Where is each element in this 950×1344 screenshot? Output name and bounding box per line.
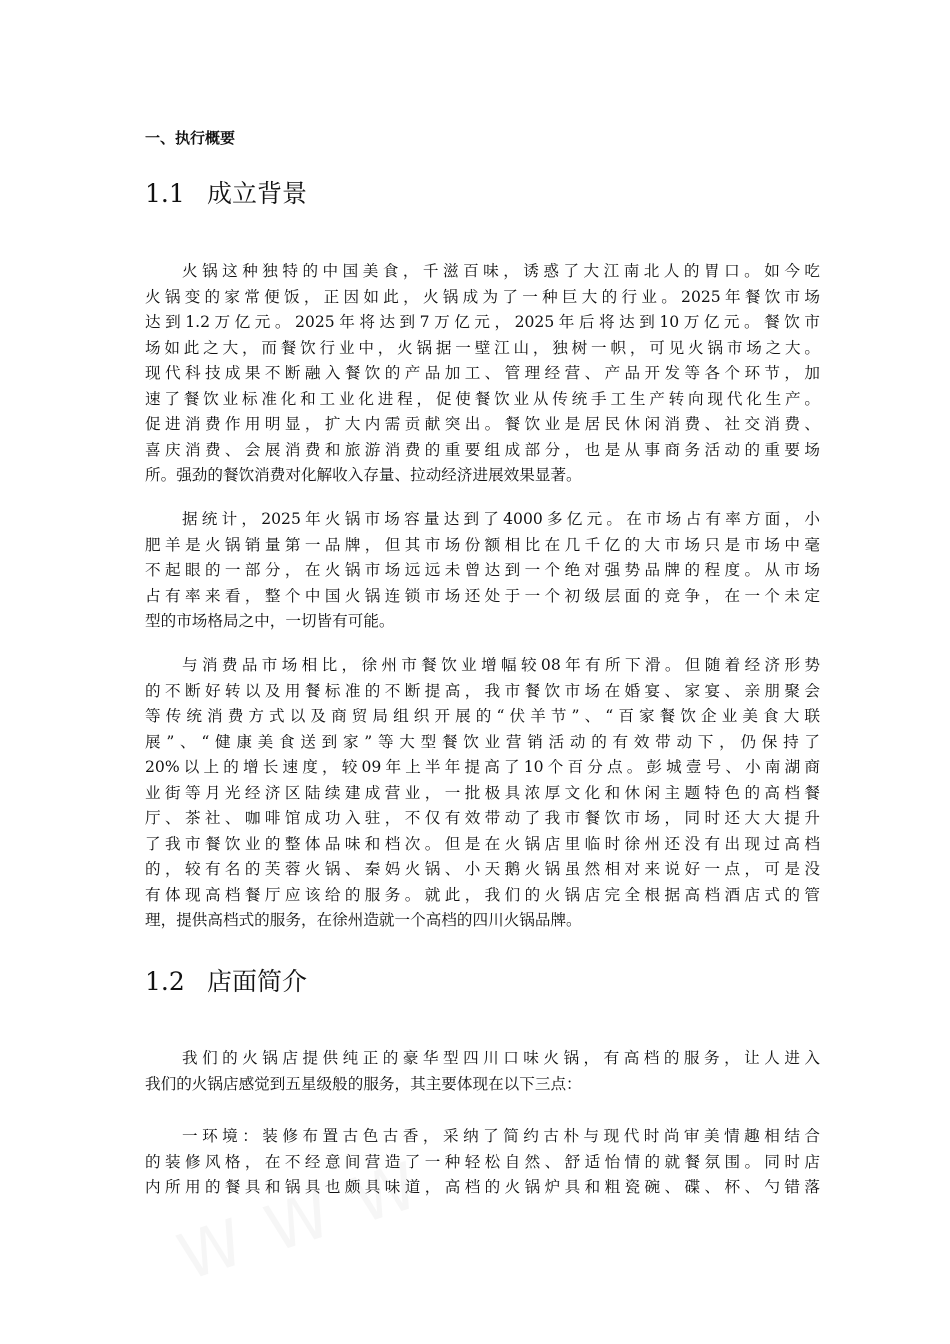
heading-1-1 bbox=[145, 178, 307, 210]
text-line: 火锅变的家常便饭，正因如此，火锅成为了一种巨大的行业。2025年餐饮市场 bbox=[145, 287, 820, 306]
text-line: 与消费品市场相比，徐州市餐饮业增幅较08年有所下滑。但随着经济形势 bbox=[182, 656, 820, 674]
paragraph-1 bbox=[145, 259, 820, 489]
text-line: 的，较有名的芙蓉火锅、秦妈火锅、小天鹅火锅虽然相对来说好一点，可是没 bbox=[145, 860, 820, 878]
paragraph-5 bbox=[145, 1124, 820, 1201]
text-line: 型的市场格局之中，一切皆有可能。 bbox=[145, 612, 395, 630]
text-line: 有体现高档餐厅应该给的服务。就此，我们的火锅店完全根据高档酒店式的管 bbox=[145, 885, 820, 904]
heading-title: 店面简介 bbox=[207, 967, 308, 996]
text-line: 肥羊是火锅销量第一品牌，但其市场份额相比在几千亿的大市场只是市场中毫 bbox=[145, 535, 820, 554]
text-line: 一环境：装修布置古色古香，采纳了简约古朴与现代时尚审美情趣相结合 bbox=[182, 1127, 820, 1145]
paragraph-3 bbox=[145, 653, 820, 934]
text-line: 场如此之大，而餐饮行业中，火锅据一壁江山，独树一帜，可见火锅市场之大。 bbox=[145, 338, 820, 357]
text-line: 速了餐饮业标准化和工业化进程，促使餐饮业从传统手工生产转向现代化生产。 bbox=[145, 389, 820, 408]
text-line: 不起眼的一部分，在火锅市场远远未曾达到一个绝对强势品牌的程度。从市场 bbox=[145, 561, 820, 579]
text-line: 达到1.2万亿元。2025年将达到7万亿元，2025年后将达到10万亿元。餐饮市 bbox=[145, 313, 820, 331]
text-line: 占有率来看，整个中国火锅连锁市场还处于一个初级层面的竞争，在一个未定 bbox=[145, 586, 820, 605]
text-line: 的装修风格，在不经意间营造了一种轻松自然、舒适怡情的就餐氛围。同时店 bbox=[145, 1152, 820, 1171]
section-title: 一、执行概要 bbox=[145, 129, 236, 147]
text-line: 所。强劲的餐饮消费对化解收入存量、拉动经济进展效果显著。 bbox=[145, 466, 582, 484]
text-line: 理，提供高档式的服务，在徐州造就一个高档的四川火锅品牌。 bbox=[145, 911, 582, 929]
text-line: 据统计，2025年火锅市场容量达到了4000多亿元。在市场占有率方面，小 bbox=[182, 510, 820, 528]
text-line: 促进消费作用明显，扩大内需贡献突出。餐饮业是居民休闲消费、社交消费、 bbox=[145, 415, 820, 433]
text-line: 我们的火锅店感觉到五星级般的服务，其主要体现在以下三点： bbox=[145, 1074, 582, 1093]
heading-number: 1.1 bbox=[145, 179, 185, 208]
text-line: 火锅这种独特的中国美食，千滋百味，诱惑了大江南北人的胃口。如今吃 bbox=[182, 262, 820, 280]
text-line: 内所用的餐具和锅具也颇具味道，高档的火锅炉具和粗瓷碗、碟、杯、勺错落 bbox=[145, 1178, 820, 1196]
paragraph-2 bbox=[145, 507, 820, 635]
text-line: 业街等月光经济区陆续建成营业，一批极具浓厚文化和休闲主题特色的高档餐 bbox=[145, 783, 820, 802]
heading-number: 1.2 bbox=[145, 967, 185, 996]
text-line: 现代科技成果不断融入餐饮的产品加工、管理经营、产品开发等各个环节，加 bbox=[145, 364, 820, 382]
text-line: 了我市餐饮业的整体品味和档次。但是在火锅店里临时徐州还没有出现过高档 bbox=[145, 834, 820, 853]
text-line: 喜庆消费、会展消费和旅游消费的重要组成部分，也是从事商务活动的重要场 bbox=[145, 440, 820, 459]
text-line: 20%以上的增长速度，较09年上半年提高了10个百分点。彭城壹号、小南湖商 bbox=[145, 758, 820, 776]
text-line: 展”、“健康美食送到家”等大型餐饮业营销活动的有效带动下，仍保持了 bbox=[145, 732, 820, 751]
paragraph-4 bbox=[145, 1046, 820, 1097]
text-line: 我们的火锅店提供纯正的豪华型四川口味火锅，有高档的服务，让人进入 bbox=[182, 1049, 820, 1067]
heading-1-2 bbox=[145, 966, 307, 998]
text-line: 厅、茶社、咖啡馆成功入驻，不仅有效带动了我市餐饮市场，同时还大大提升 bbox=[145, 809, 820, 827]
heading-title: 成立背景 bbox=[207, 179, 308, 208]
text-line: 的不断好转以及用餐标准的不断提高，我市餐饮市场在婚宴、家宴、亲朋聚会 bbox=[145, 681, 820, 700]
text-line: 等传统消费方式以及商贸局组织开展的“伏羊节”、“百家餐饮企业美食大联 bbox=[145, 707, 820, 725]
